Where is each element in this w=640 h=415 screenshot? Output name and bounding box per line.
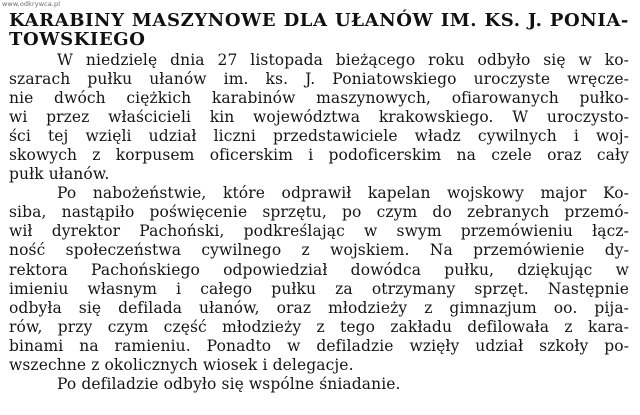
paragraph-line: ność społeczeństwa cywilnego z wojskiem. Na przemówienie dy- — [9, 241, 629, 260]
paragraph-line: nie dwóch ciężkich karabinów maszynowych, ofiarowanych pułko- — [9, 89, 629, 108]
paragraph-line: rektora Pachońskiego odpowiedział dowódca pułku, dziękując w — [9, 260, 629, 279]
paragraph-line: odbyła się defilada ułanów, oraz młodzieży z gimnazjum oo. pija- — [9, 298, 629, 317]
paragraph-line: rów, przy czym część młodzieży z tego zakładu defilowała z kara- — [9, 317, 629, 336]
headline-line: KARABINY MASZYNOWE DLA UŁANÓW IM. KS. J. PONIA- — [9, 10, 629, 31]
paragraph-3 — [9, 375, 629, 394]
paragraph-line: W niedzielę dnia 27 listopada bieżącego roku odbyło się w ko- — [57, 51, 629, 69]
article-headline — [9, 11, 629, 49]
paragraph-1 — [9, 51, 629, 184]
news-article — [9, 11, 629, 394]
watermark-text: www.odkrywca.pl — [2, 0, 61, 8]
paragraph-line: wszechne z okolicznych wiosek i delegacje. — [9, 355, 354, 374]
headline-line: TOWSKIEGO — [9, 29, 146, 50]
paragraph-line: wił dyrektor Pachoński, podkreślając w swym przemówieniu łącz- — [9, 222, 629, 241]
paragraph-line: Po nabożeństwie, które odprawił kapelan wojskowy major Ko- — [57, 184, 629, 203]
paragraph-line: siba, nastąpiło poświęcenie sprzętu, po czym do zebranych przemó- — [9, 203, 629, 222]
paragraph-line: pułk ułanów. — [9, 165, 110, 184]
paragraph-line: skowych z korpusem oficerskim i podoficerskim na czele oraz cały — [9, 146, 629, 165]
paragraph-line: binami na ramieniu. Ponadto w defiladzie wzięły udział szkoły po- — [9, 336, 629, 355]
paragraph-line: wi przez właścicieli kin województwa krakowskiego. W uroczysto- — [9, 108, 629, 127]
paragraph-2 — [9, 184, 629, 374]
paragraph-line: Po defiladzie odbyło się wspólne śniadanie. — [57, 374, 401, 393]
paragraph-line: ści tej wzięli udział liczni przedstawiciele władz cywilnych i woj- — [9, 127, 629, 146]
paragraph-line: szarach pułku ułanów im. ks. J. Poniatowskiego uroczyste wręcze- — [9, 70, 629, 89]
paragraph-line: imieniu własnym i całego pułku za otrzymany sprzęt. Następnie — [9, 279, 629, 298]
article-body — [9, 51, 629, 394]
